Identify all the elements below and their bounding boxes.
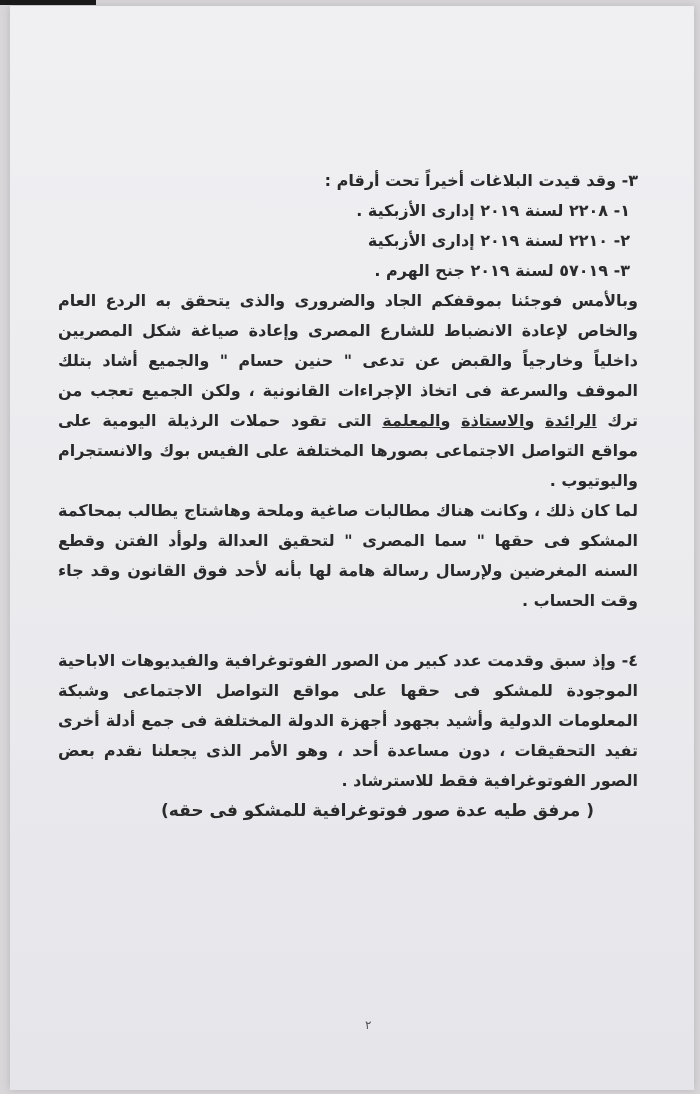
section-3-heading: ٣- وقد قيدت البلاغات أخيراً تحت أرقام : (324, 171, 638, 190)
paragraph-arrest-statement (58, 286, 638, 496)
report-number-item: ٢- ٢٢١٠ لسنة ٢٠١٩ إدارى الأزبكية (367, 231, 630, 250)
report-numbers-list (58, 196, 638, 286)
report-number-item: ٣- ٥٧٠١٩ لسنة ٢٠١٩ جنح الهرم . (374, 261, 630, 280)
attachment-note: ( مرفق طيه عدة صور فوتوغرافية للمشكو فى حقه) (161, 801, 594, 821)
section-4-paragraph: ٤- وإذ سبق وقدمت عدد كبير من الصور الفوتوغرافية والفيديوهات الاباحية الموجودة للمشكو فى حقها على مواقع التواصل الاجتماعى وشبكة المعلومات الدولية وأشيد بجهود أجهزة الدولة المختلفة فى جمع أدلة أخرى تفيد التحقيقات ، دون مساعدة أحد ، وهو الأمر الذى يجعلنا نقدم بعض الصور الفوتوغرافية فقط للاسترشاد . (58, 651, 638, 790)
report-number-item: ١- ٢٢٠٨ لسنة ٢٠١٩ إدارى الأزبكية . (356, 201, 630, 220)
spacer (58, 616, 638, 646)
paragraph-text: وبالأمس فوجئنا بموقفكم الجاد والضرورى والذى يتحقق به الردع العام والخاص لإعادة الانضباط للشارع المصرى وإعادة صياغة شكل المصريين داخلياً وخارجياً والقبض عن تدعى " حنين حسام " والجميع أشاد بتلك الموقف والسرعة فى اتخاذ الإجراءات القانونية ، ولكن الجميع تعجب من ترك (58, 291, 639, 430)
conjunction: و (440, 411, 462, 430)
underlined-word: المعلمة (382, 411, 441, 430)
top-edge-strip (0, 0, 96, 5)
document-sheet (10, 6, 694, 1090)
underlined-word: الاستاذة (461, 411, 525, 430)
paragraph-demands: لما كان ذلك ، وكانت هناك مطالبات صاغية وملحة وهاشتاج يطالب بمحاكمة المشكو فى حقها " سما المصرى " لتحقيق العدالة ولوأد الفتن وقطع السنه المغرضين ولإرسال رسالة هامة لها بأنه لأحد فوق القانون وقد جاء وقت الحساب . (58, 501, 638, 610)
page-number: ٢ (365, 1018, 372, 1032)
document-body (58, 166, 638, 826)
conjunction: و (524, 411, 546, 430)
underlined-word: الرائدة (545, 411, 597, 430)
paragraph-text: التى تقود حملات الرذيلة اليومية على مواقع التواصل الاجتماعى بصورها المختلفة على الفيس بوك والانستجرام واليوتيوب . (58, 411, 638, 490)
